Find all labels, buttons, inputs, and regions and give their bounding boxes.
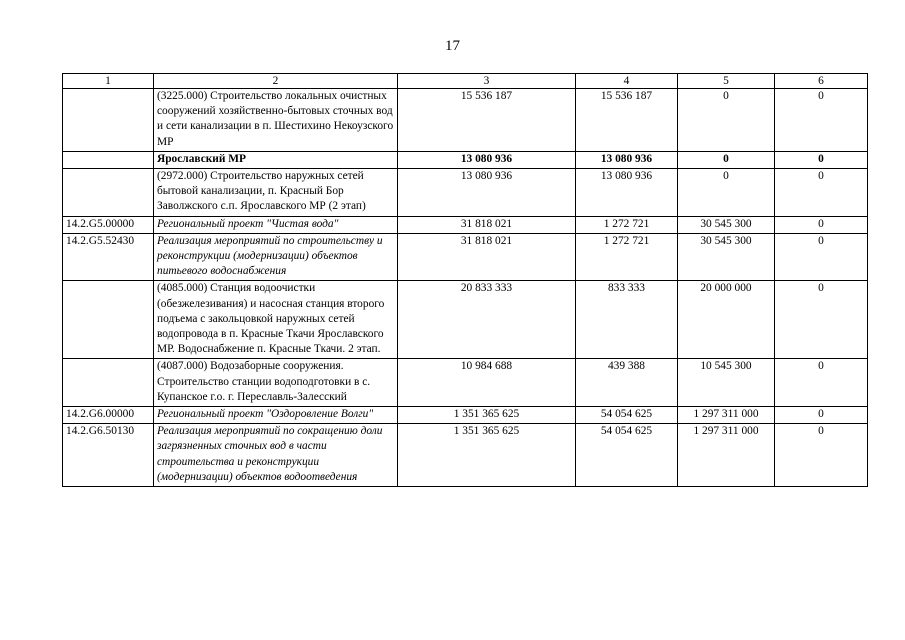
row-value-col6: 0 xyxy=(775,216,868,233)
row-name: Региональный проект "Оздоровление Волги" xyxy=(154,407,398,424)
table-header-row xyxy=(63,74,868,89)
row-value-col6: 0 xyxy=(775,407,868,424)
table-row xyxy=(63,281,868,359)
row-value-col3: 15 536 187 xyxy=(398,89,576,152)
row-value-col5: 1 297 311 000 xyxy=(678,407,775,424)
row-name: (4087.000) Водозаборные сооружения. Строительство станции водоподготовки в с. Купанское г.о. г. Переславль-Залесский xyxy=(154,359,398,407)
row-value-col3: 31 818 021 xyxy=(398,233,576,281)
row-value-col4: 15 536 187 xyxy=(576,89,678,152)
row-value-col5: 30 545 300 xyxy=(678,216,775,233)
table-row xyxy=(63,169,868,217)
row-value-col6: 0 xyxy=(775,281,868,359)
row-name: (3225.000) Строительство локальных очистных сооружений хозяйственно-бытовых сточных вод и сети канализации в п. Шестихино Некоузского МР xyxy=(154,89,398,152)
table-row xyxy=(63,424,868,487)
row-code xyxy=(63,89,154,152)
row-name: Ярославский МР xyxy=(154,151,398,168)
row-value-col5: 30 545 300 xyxy=(678,233,775,281)
row-name: Реализация мероприятий по сокращению доли загрязненных сточных вод в части строительства и реконструкции (модернизации) объектов водоотведения xyxy=(154,424,398,487)
column-header: 4 xyxy=(576,74,678,89)
budget-table xyxy=(62,73,868,487)
column-header: 1 xyxy=(63,74,154,89)
row-value-col5: 0 xyxy=(678,151,775,168)
row-name: Реализация мероприятий по строительству и реконструкции (модернизации) объектов питьевого водоснабжения xyxy=(154,233,398,281)
row-code: 14.2.G5.00000 xyxy=(63,216,154,233)
row-value-col4: 54 054 625 xyxy=(576,407,678,424)
row-code: 14.2.G6.00000 xyxy=(63,407,154,424)
row-value-col3: 13 080 936 xyxy=(398,151,576,168)
row-value-col6: 0 xyxy=(775,89,868,152)
row-name: (4085.000) Станция водоочистки (обезжелезивания) и насосная станция второго подъема с закольцовкой наружных сетей водопровода в п. Красные Ткачи Ярославского МР. Водоснабжение п. Красные Ткачи. 2 этап. xyxy=(154,281,398,359)
row-value-col6: 0 xyxy=(775,169,868,217)
table-row xyxy=(63,233,868,281)
row-name: (2972.000) Строительство наружных сетей бытовой канализации, п. Красный Бор Заволжского с.п. Ярославского МР (2 этап) xyxy=(154,169,398,217)
row-value-col5: 0 xyxy=(678,169,775,217)
row-value-col4: 833 333 xyxy=(576,281,678,359)
row-code xyxy=(63,169,154,217)
row-value-col4: 54 054 625 xyxy=(576,424,678,487)
row-value-col3: 1 351 365 625 xyxy=(398,407,576,424)
table-row xyxy=(63,359,868,407)
row-code xyxy=(63,359,154,407)
row-value-col5: 1 297 311 000 xyxy=(678,424,775,487)
row-value-col3: 31 818 021 xyxy=(398,216,576,233)
row-value-col6: 0 xyxy=(775,151,868,168)
table-row xyxy=(63,151,868,168)
row-value-col4: 1 272 721 xyxy=(576,233,678,281)
column-header: 6 xyxy=(775,74,868,89)
row-code: 14.2.G5.52430 xyxy=(63,233,154,281)
row-value-col6: 0 xyxy=(775,233,868,281)
row-code xyxy=(63,281,154,359)
row-value-col6: 0 xyxy=(775,359,868,407)
table-row xyxy=(63,407,868,424)
row-value-col4: 1 272 721 xyxy=(576,216,678,233)
row-value-col5: 0 xyxy=(678,89,775,152)
page-number: 17 xyxy=(445,38,460,54)
row-value-col4: 439 388 xyxy=(576,359,678,407)
column-header: 3 xyxy=(398,74,576,89)
row-value-col4: 13 080 936 xyxy=(576,151,678,168)
row-value-col3: 1 351 365 625 xyxy=(398,424,576,487)
row-value-col3: 10 984 688 xyxy=(398,359,576,407)
table-row xyxy=(63,216,868,233)
column-header: 5 xyxy=(678,74,775,89)
row-code: 14.2.G6.50130 xyxy=(63,424,154,487)
column-header: 2 xyxy=(154,74,398,89)
row-code xyxy=(63,151,154,168)
row-value-col3: 20 833 333 xyxy=(398,281,576,359)
row-value-col5: 10 545 300 xyxy=(678,359,775,407)
row-value-col3: 13 080 936 xyxy=(398,169,576,217)
row-value-col6: 0 xyxy=(775,424,868,487)
table-row xyxy=(63,89,868,152)
row-value-col4: 13 080 936 xyxy=(576,169,678,217)
row-value-col5: 20 000 000 xyxy=(678,281,775,359)
row-name: Региональный проект "Чистая вода" xyxy=(154,216,398,233)
